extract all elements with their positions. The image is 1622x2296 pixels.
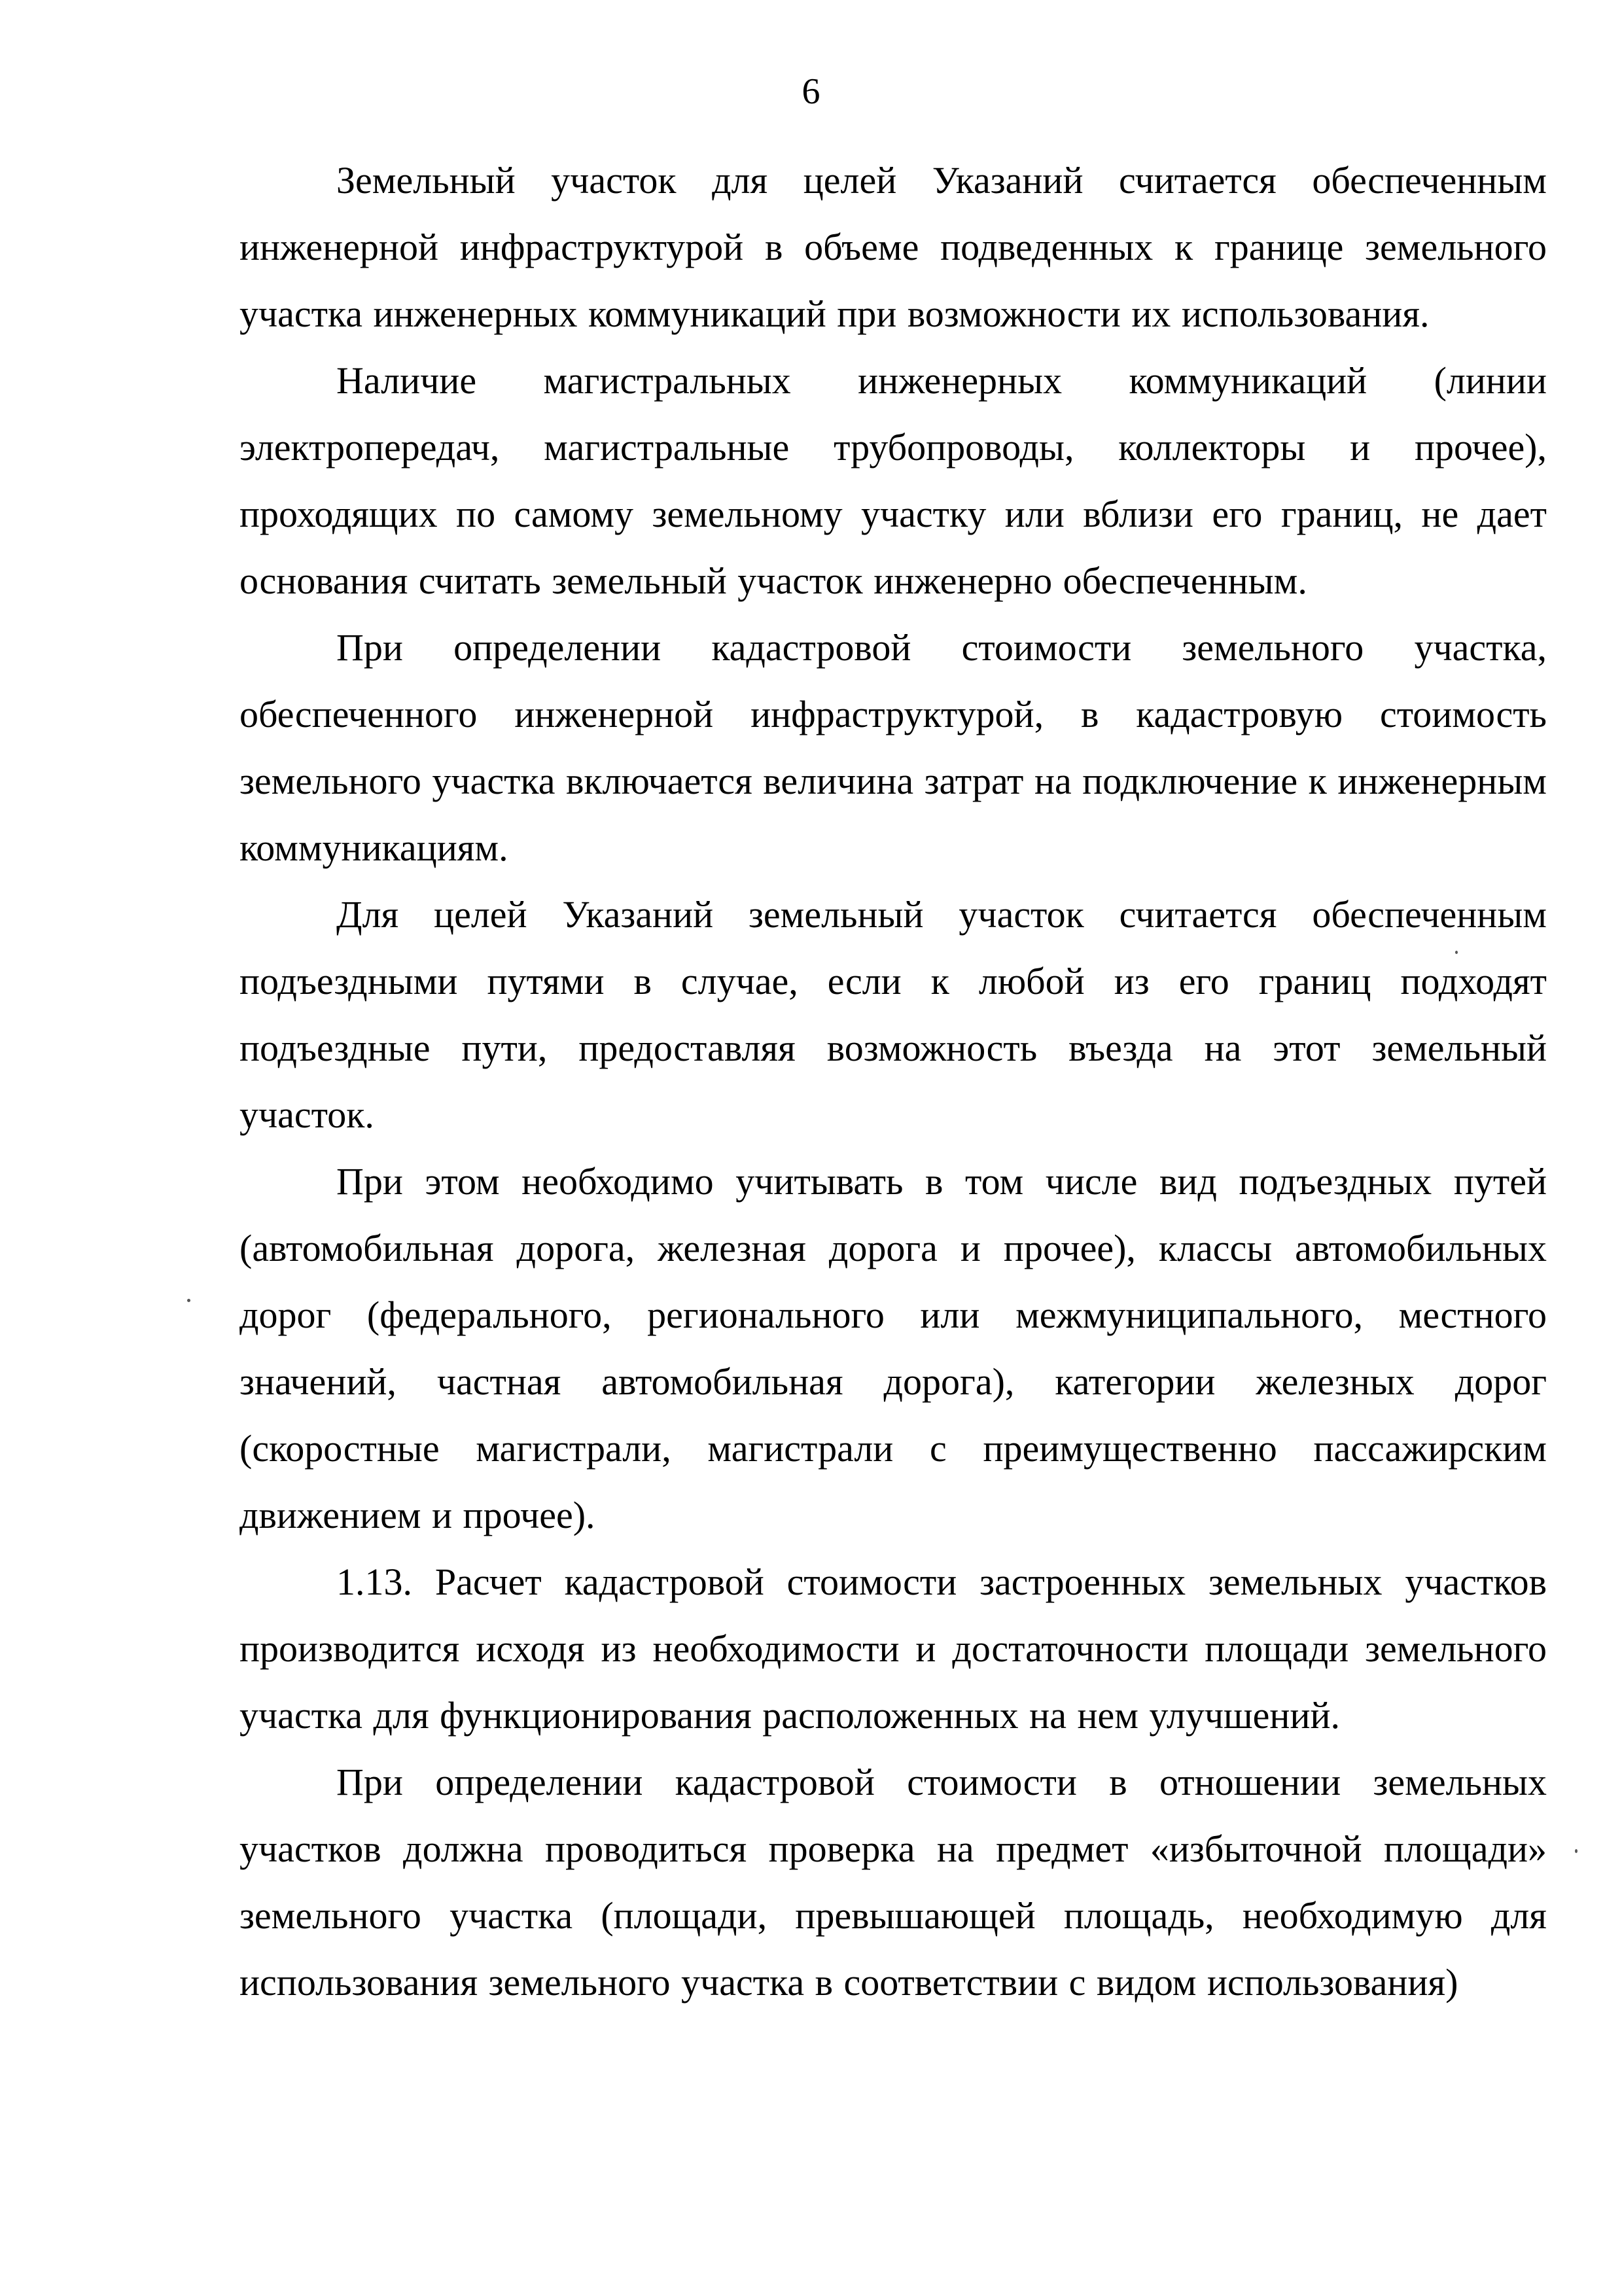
paragraph-excess-area: При определении кадастровой стоимости в отношении земельных участков должна проводиться проверка на предмет «избыточной площади» земельного участка (площади, превышающей площадь, необходимую для использования земельного участка в соответствии с видом использования): [239, 1761, 1547, 2004]
paragraph-access-roads: Для целей Указаний земельный участок считается обеспеченным подъездными путями в случае, если к любой из его границ подходят подъездные пути, предоставляя возможность въезда на этот земельный участок.: [239, 893, 1547, 1136]
paragraph-connection-costs: При определении кадастровой стоимости земельного участка, обеспеченного инженерной инфраструктурой, в кадастровую стоимость земельного участка включается величина затрат на подключение к инженерным коммуникациям.: [239, 626, 1547, 869]
scan-speck: [1455, 951, 1458, 954]
page-number: 6: [802, 71, 820, 112]
paragraph-road-types: При этом необходимо учитывать в том числе вид подъездных путей (автомобильная дорога, железная дорога и прочее), классы автомобильных дорог (федерального, регионального или межмуниципального, местного значений, частная автомобильная дорога), категории железных дорог (скоростные магистрали, магистрали с преимущественно пассажирским движением и прочее).: [239, 1160, 1547, 1536]
document-body: [239, 147, 1547, 2016]
paragraph-main-communications: Наличие магистральных инженерных коммуникаций (линии электропередач, магистральные трубопроводы, коллекторы и прочее), проходящих по самому земельному участку или вблизи его границ, не дает основания считать земельный участок инженерно обеспеченным.: [239, 359, 1547, 602]
scan-speck: [187, 1299, 190, 1302]
paragraph-section-1-13: 1.13. Расчет кадастровой стоимости застроенных земельных участков производится исходя из необходимости и достаточности площади земельного участка для функционирования расположенных на нем улучшений.: [239, 1561, 1547, 1737]
paragraph-engineering-infrastructure: Земельный участок для целей Указаний считается обеспеченным инженерной инфраструктурой в объеме подведенных к границе земельного участка инженерных коммуникаций при возможности их использования.: [239, 159, 1547, 335]
scan-speck: [1575, 1849, 1578, 1853]
